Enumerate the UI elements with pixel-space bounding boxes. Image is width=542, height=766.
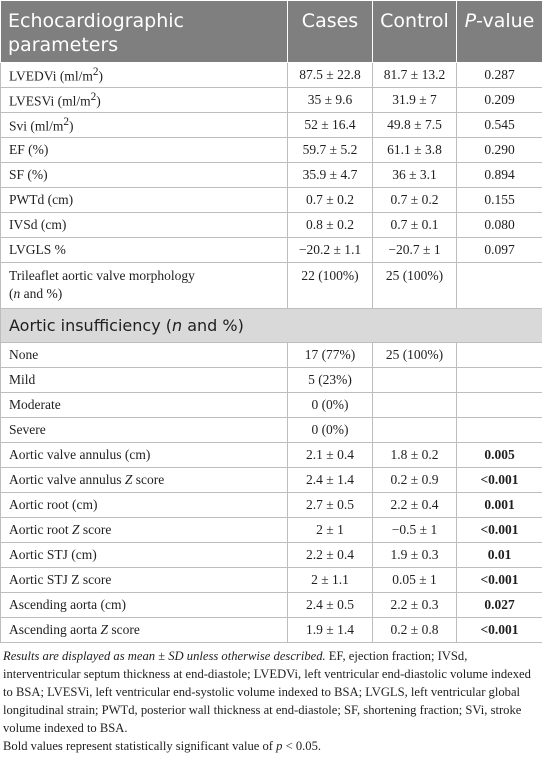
cell-cases: −20.2 ± 1.1 bbox=[288, 238, 373, 263]
row-label-post: score bbox=[107, 622, 140, 637]
row-label-sup: 2 bbox=[90, 90, 97, 103]
row-label bbox=[1, 113, 288, 138]
cell-pvalue: 0.545 bbox=[457, 113, 542, 138]
footnote-bold-note-post: < 0.05. bbox=[282, 739, 322, 753]
cell-pvalue: 0.155 bbox=[457, 188, 542, 213]
cell-pvalue: <0.001 bbox=[457, 518, 542, 543]
cell-control: −20.7 ± 1 bbox=[373, 238, 457, 263]
row-label: LVGLS % bbox=[1, 238, 288, 263]
table-header-row bbox=[1, 1, 542, 63]
row-label-post: ) bbox=[98, 68, 103, 84]
cell-cases: 0.8 ± 0.2 bbox=[288, 213, 373, 238]
cell-control: 1.8 ± 0.2 bbox=[373, 443, 457, 468]
row-label bbox=[1, 88, 288, 113]
table-row bbox=[1, 238, 542, 263]
cell-control: 0.7 ± 0.1 bbox=[373, 213, 457, 238]
cell-pvalue: <0.001 bbox=[457, 618, 542, 643]
cell-control: 36 ± 3.1 bbox=[373, 163, 457, 188]
row-label: PWTd (cm) bbox=[1, 188, 288, 213]
cell-pvalue: 0.894 bbox=[457, 163, 542, 188]
row-label: EF (%) bbox=[1, 138, 288, 163]
header-parameters bbox=[1, 1, 288, 63]
table-row bbox=[1, 113, 542, 138]
row-label-post: score bbox=[132, 472, 165, 487]
cell-control: −0.5 ± 1 bbox=[373, 518, 457, 543]
cell-cases: 87.5 ± 22.8 bbox=[288, 63, 373, 88]
table-row bbox=[1, 138, 542, 163]
header-parameters-line1: Echocardiographic bbox=[8, 10, 184, 32]
section-header-row bbox=[1, 309, 542, 343]
row-label-post: ) bbox=[69, 118, 74, 134]
trileaflet-n: n bbox=[13, 286, 21, 301]
cell-pvalue: 0.027 bbox=[457, 593, 542, 618]
row-label bbox=[1, 263, 288, 309]
table-row bbox=[1, 418, 542, 443]
row-label: Ascending aorta (cm) bbox=[1, 593, 288, 618]
row-label-text: Aortic valve annulus bbox=[9, 472, 125, 487]
table-row bbox=[1, 468, 542, 493]
header-parameters-line2: parameters bbox=[8, 34, 119, 56]
table-row bbox=[1, 393, 542, 418]
table-row bbox=[1, 88, 542, 113]
row-label-post: score bbox=[79, 522, 112, 537]
row-label-sup: 2 bbox=[63, 115, 70, 128]
row-label bbox=[1, 63, 288, 88]
cell-cases: 0 (0%) bbox=[288, 393, 373, 418]
cell-cases: 2.2 ± 0.4 bbox=[288, 543, 373, 568]
cell-pvalue: 0.001 bbox=[457, 493, 542, 518]
header-pvalue bbox=[457, 1, 542, 63]
table-row bbox=[1, 493, 542, 518]
cell-cases: 1.9 ± 1.4 bbox=[288, 618, 373, 643]
row-label: SF (%) bbox=[1, 163, 288, 188]
cell-cases: 17 (77%) bbox=[288, 343, 373, 368]
row-label-text: LVESVi (ml/m bbox=[9, 93, 91, 109]
cell-pvalue: 0.097 bbox=[457, 238, 542, 263]
cell-control bbox=[373, 418, 457, 443]
cell-cases: 2 ± 1 bbox=[288, 518, 373, 543]
cell-cases: 2.4 ± 1.4 bbox=[288, 468, 373, 493]
header-control: Control bbox=[373, 1, 457, 63]
table-row bbox=[1, 568, 542, 593]
cell-pvalue bbox=[457, 418, 542, 443]
table-row bbox=[1, 63, 542, 88]
cell-pvalue: 0.01 bbox=[457, 543, 542, 568]
cell-control: 2.2 ± 0.4 bbox=[373, 493, 457, 518]
row-label: Moderate bbox=[1, 393, 288, 418]
row-label-z: Z bbox=[100, 622, 108, 637]
row-label bbox=[1, 618, 288, 643]
table-row bbox=[1, 518, 542, 543]
cell-cases: 35.9 ± 4.7 bbox=[288, 163, 373, 188]
row-label: Mild bbox=[1, 368, 288, 393]
table-row bbox=[1, 188, 542, 213]
table-row bbox=[1, 443, 542, 468]
table-row bbox=[1, 618, 542, 643]
cell-control: 0.2 ± 0.8 bbox=[373, 618, 457, 643]
row-label-text: LVEDVi (ml/m bbox=[9, 68, 93, 84]
cell-cases: 22 (100%) bbox=[288, 263, 373, 309]
cell-cases: 35 ± 9.6 bbox=[288, 88, 373, 113]
row-label bbox=[1, 468, 288, 493]
cell-control bbox=[373, 368, 457, 393]
cell-pvalue: <0.001 bbox=[457, 468, 542, 493]
table-row bbox=[1, 163, 542, 188]
cell-pvalue: <0.001 bbox=[457, 568, 542, 593]
table-footnote bbox=[0, 647, 537, 755]
footnote-abbreviations: EF, ejection fraction; IVSd, interventricular septum thickness at end-diastole; LVEDVi, left ventricular end-diastolic volume indexed to BSA; LVESVi, left ventricular end-systolic volume indexed to BSA; LVGLS, left ventricular global longitudinal strain; PWTd, posterior wall thickness at end-diastole; SF, shortening fraction; SVi, stroke volume indexed to BSA. bbox=[3, 649, 531, 735]
table-row bbox=[1, 593, 542, 618]
footnote-p: p bbox=[276, 739, 283, 753]
cell-pvalue bbox=[457, 263, 542, 309]
row-label-text: Svi (ml/m bbox=[9, 118, 64, 134]
row-label: Aortic valve annulus (cm) bbox=[1, 443, 288, 468]
cell-pvalue bbox=[457, 368, 542, 393]
cell-control: 0.2 ± 0.9 bbox=[373, 468, 457, 493]
cell-cases: 2.4 ± 0.5 bbox=[288, 593, 373, 618]
row-label-post: ) bbox=[96, 93, 101, 109]
trileaflet-line1: Trileaflet aortic valve morphology bbox=[9, 268, 195, 283]
row-label bbox=[1, 518, 288, 543]
cell-cases: 2.7 ± 0.5 bbox=[288, 493, 373, 518]
cell-control: 0.05 ± 1 bbox=[373, 568, 457, 593]
cell-cases: 2.1 ± 0.4 bbox=[288, 443, 373, 468]
row-label: Aortic STJ (cm) bbox=[1, 543, 288, 568]
table-row bbox=[1, 343, 542, 368]
trileaflet-rest: and %) bbox=[20, 286, 63, 301]
row-label-text: Aortic root bbox=[9, 522, 72, 537]
header-p-rest: -value bbox=[476, 10, 535, 32]
cell-control: 61.1 ± 3.8 bbox=[373, 138, 457, 163]
cell-control: 2.2 ± 0.3 bbox=[373, 593, 457, 618]
row-label: Aortic root (cm) bbox=[1, 493, 288, 518]
header-p-italic: P bbox=[464, 10, 477, 32]
cell-control: 25 (100%) bbox=[373, 343, 457, 368]
cell-cases: 0 (0%) bbox=[288, 418, 373, 443]
cell-pvalue bbox=[457, 343, 542, 368]
cell-control: 0.7 ± 0.2 bbox=[373, 188, 457, 213]
cell-pvalue: 0.209 bbox=[457, 88, 542, 113]
footnote-results-note: Results are displayed as mean ± SD unless otherwise described. bbox=[3, 649, 326, 663]
table-row bbox=[1, 213, 542, 238]
row-label: None bbox=[1, 343, 288, 368]
table-row-trileaflet bbox=[1, 263, 542, 309]
row-label-sup: 2 bbox=[92, 65, 99, 78]
row-label-z: Z bbox=[72, 522, 80, 537]
section-aortic-insufficiency bbox=[1, 309, 542, 343]
cell-pvalue: 0.080 bbox=[457, 213, 542, 238]
cell-pvalue: 0.290 bbox=[457, 138, 542, 163]
cell-control: 25 (100%) bbox=[373, 263, 457, 309]
cell-control: 31.9 ± 7 bbox=[373, 88, 457, 113]
section-n: n bbox=[171, 316, 183, 335]
table-row bbox=[1, 368, 542, 393]
section-text-post: and %) bbox=[182, 316, 244, 335]
cell-control: 81.7 ± 13.2 bbox=[373, 63, 457, 88]
cell-pvalue: 0.287 bbox=[457, 63, 542, 88]
cell-control: 1.9 ± 0.3 bbox=[373, 543, 457, 568]
row-label-z: Z bbox=[124, 472, 133, 487]
cell-cases: 5 (23%) bbox=[288, 368, 373, 393]
header-cases: Cases bbox=[288, 1, 373, 63]
section-text: Aortic insufficiency ( bbox=[9, 316, 172, 335]
cell-cases: 59.7 ± 5.2 bbox=[288, 138, 373, 163]
footnote-bold-note: Bold values represent statistically significant value of bbox=[3, 739, 277, 753]
row-label-text: Ascending aorta bbox=[9, 622, 101, 637]
table-row bbox=[1, 543, 542, 568]
row-label: Aortic STJ Z score bbox=[1, 568, 288, 593]
cell-control bbox=[373, 393, 457, 418]
cell-cases: 0.7 ± 0.2 bbox=[288, 188, 373, 213]
row-label: IVSd (cm) bbox=[1, 213, 288, 238]
cell-pvalue bbox=[457, 393, 542, 418]
row-label: Severe bbox=[1, 418, 288, 443]
cell-pvalue: 0.005 bbox=[457, 443, 542, 468]
cell-cases: 52 ± 16.4 bbox=[288, 113, 373, 138]
cell-cases: 2 ± 1.1 bbox=[288, 568, 373, 593]
trileaflet-paren: ( bbox=[9, 286, 14, 301]
cell-control: 49.8 ± 7.5 bbox=[373, 113, 457, 138]
